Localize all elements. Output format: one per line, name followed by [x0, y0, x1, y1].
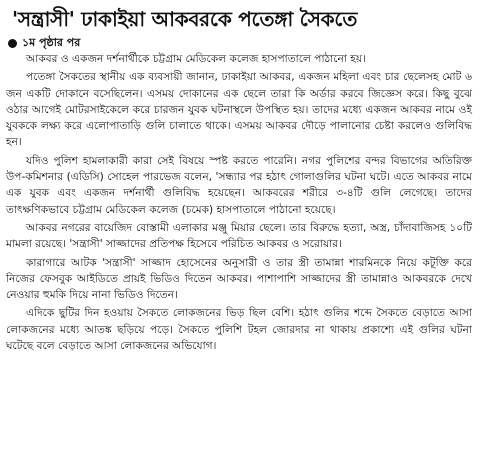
article-paragraph: আকবর ও একজন দর্শনার্থীকে চট্টগ্রাম মেডিকেল কলেজ হাসপাতালে পাঠানো হয়।: [26, 53, 366, 65]
continued-from-page-one: [8, 36, 80, 50]
article-paragraph: যদিও পুলিশ হামলাকারী কারা সেই বিষয়ে স্পষ্ট করতে পারেনি। নগর পুলিশের বন্দর বিভাগের অতিরিক্ত উপ-কমিশনার (এডিসি) সোহেল পারভেজ বলেন, 'সন্ধ্যার পর হঠাৎ গোলাগুলির ঘটনা ঘটে। এতে আকবর নামে এক যুবক এবং একজন দর্শনার্থী গুলিবিদ্ধ হয়েছেন। আকবরের শরীরে ৩-৪টি গুলি লেগেছে। তাদের তাৎক্ষণিকভাবে চট্টগ্রাম মেডিকেল কলেজ (চমেক) হাসপাতালে পাঠানো হয়েছে।: [6, 154, 472, 216]
article-paragraph: এদিকে ছুটির দিন হওয়ায় সৈকতে লোকজনের ভিড় ছিল বেশি। হঠাৎ গুলির শব্দে সৈকতে বেড়াতে আসা লোকজনের মধ্যে আতঙ্ক ছড়িয়ে পড়ে। সৈকতে পুলিশি টহল জোরদার না থাকায় প্রকাশ্যে এই গুলির ঘটনা ঘটেছে বলে বেড়াতে আসা লোকজনের অভিযোগ।: [6, 307, 472, 353]
article-paragraph: কারাগারে আটক 'সন্ত্রাসী' সাজ্জাদ হোসেনের অনুসারী ও তার স্ত্রী তামান্না শারমিনকে নিয়ে কটূক্তি করে নিজের ফেসবুক আইডিতে প্রায়ই ভিডিও দিতেন আকবর। পাশাপাশি সাজ্জাদের স্ত্রী তামান্নাও আকবরকে দেখে নেওয়ার হুমকি দিয়ে নানা ভিডিও দিতেন।: [6, 256, 472, 302]
headline: 'সন্ত্রাসী' ঢাকাইয়া আকবরকে পতেঙ্গা সৈকতে: [12, 7, 358, 31]
article-paragraph: পতেঙ্গা সৈকতের স্থানীয় এক ব্যবসায়ী জানান, ঢাকাইয়া আকবর, একজন মহিলা এবং চার ছেলেসহ মোট ৬ জন একটি দোকানে বসেছিলেন। এসময় দোকানের এক ছেলে তারা কি অর্ডার করবে জিজ্ঞেস করে। কিছু বুঝে ওঠার আগেই মোটরসাইকেলে করে চারজন যুবক ঘটনাস্থলে উপস্থিত হয়। তাদের মধ্যে একজন আকবর নামে ওই যুবককে লক্ষ্য করে এলোপাতাড়ি গুলি চালাতে থাকে। এসময় আকবর দৌড়ে পালানোর চেষ্টা করলেও গুলিবিদ্ধ হন।: [6, 71, 472, 149]
bullet-icon: [8, 39, 17, 48]
continued-label: ১ম পৃষ্ঠার পর: [22, 36, 81, 49]
article-body: [6, 51, 472, 356]
article-paragraph: আকবর নগরের বায়েজিদ বোস্তামী এলাকার মঞ্জু মিয়ার ছেলে। তার বিরুদ্ধে হত্যা, অস্ত্র, চাঁদাবাজিসহ ১০টি মামলা রয়েছে। 'সন্ত্রাসী' সাজ্জাদের প্রতিপক্ষ হিসেবে পরিচিত আকবর ও সরোয়ার।: [6, 221, 472, 251]
